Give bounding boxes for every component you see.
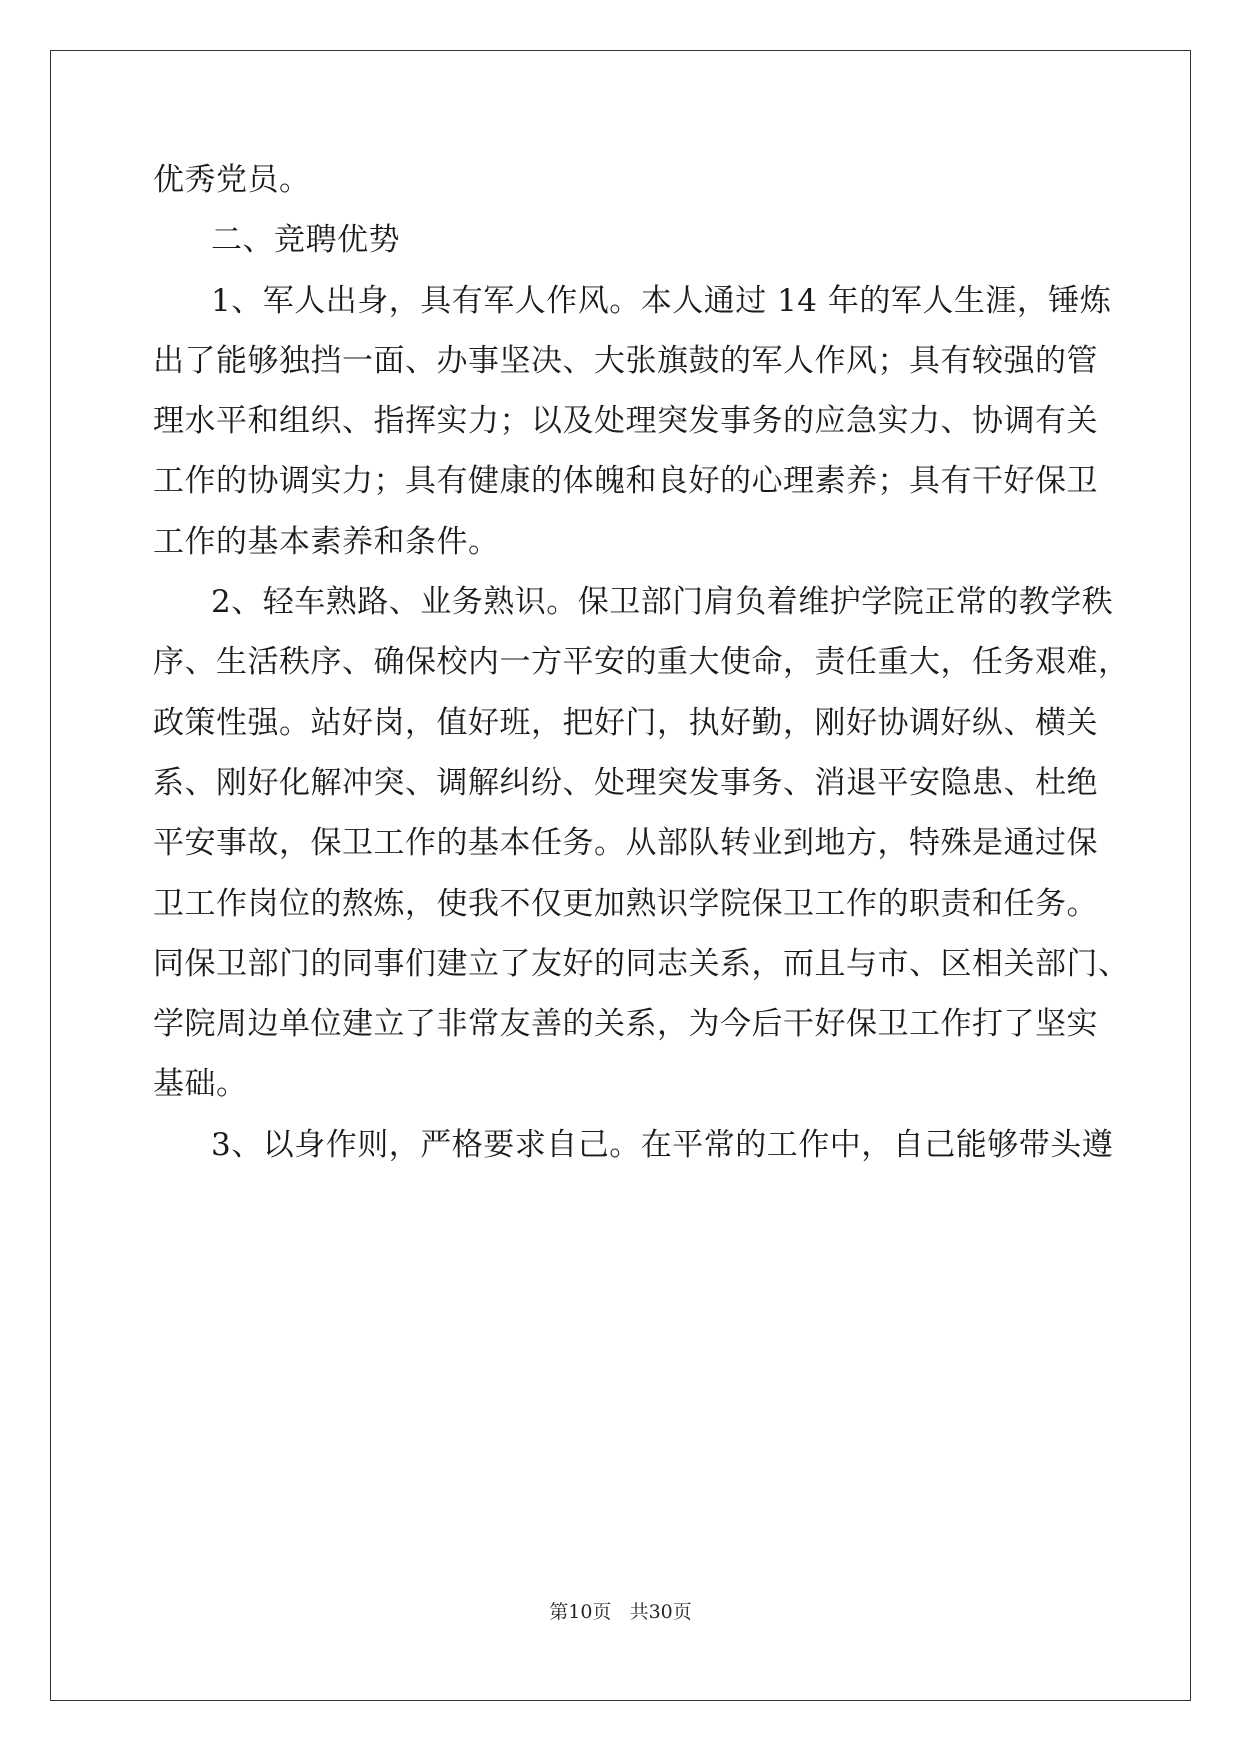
text-line: 卫工作岗位的熬炼，使我不仅更加熟识学院保卫工作的职责和任务。 <box>153 885 1098 922</box>
text-line: 系、刚好化解冲突、调解纠纷、处理突发事务、消退平安隐患、杜绝 <box>153 764 1098 801</box>
text-line: 政策性强。站好岗，值好班，把好门，执好勤，刚好协调好纵、横关 <box>153 704 1098 741</box>
text-line: 同保卫部门的同事们建立了友好的同志关系，而且与市、区相关部门、 <box>153 945 1130 982</box>
page-footer <box>0 1600 1241 1624</box>
text-line: 序、生活秩序、确保校内一方平安的重大使命，责任重大，任务艰难， <box>153 644 1130 681</box>
text-line: 平安事故，保卫工作的基本任务。从部队转业到地方，特殊是通过保 <box>153 825 1098 862</box>
text-line: 基础。 <box>153 1066 248 1103</box>
text-line: 理水平和组织、指挥实力；以及处理突发事务的应急实力、协调有关 <box>153 403 1098 440</box>
text-line: 学院周边单位建立了非常友善的关系，为今后干好保卫工作打了坚实 <box>153 1006 1098 1043</box>
page-total: 共30页 <box>629 1601 692 1623</box>
page-number: 第10页 <box>549 1601 612 1623</box>
text-line: 2、轻车熟路、业务熟识。保卫部门肩负着维护学院正常的教学秩 <box>211 584 1114 621</box>
text-line: 工作的协调实力；具有健康的体魄和良好的心理素养；具有干好保卫 <box>153 463 1098 500</box>
text-line: 工作的基本素养和条件。 <box>153 523 500 560</box>
text-line: 1、军人出身，具有军人作风。本人通过 14 年的军人生涯，锤炼 <box>211 282 1112 319</box>
text-line: 3、以身作则，严格要求自己。在平常的工作中，自己能够带头遵 <box>211 1126 1114 1163</box>
text-line: 二、竞聘优势 <box>211 222 400 259</box>
document-body <box>153 160 1130 1185</box>
text-line: 优秀党员。 <box>153 162 311 198</box>
text-line: 出了能够独挡一面、办事坚决、大张旗鼓的军人作风；具有较强的管 <box>153 342 1098 379</box>
